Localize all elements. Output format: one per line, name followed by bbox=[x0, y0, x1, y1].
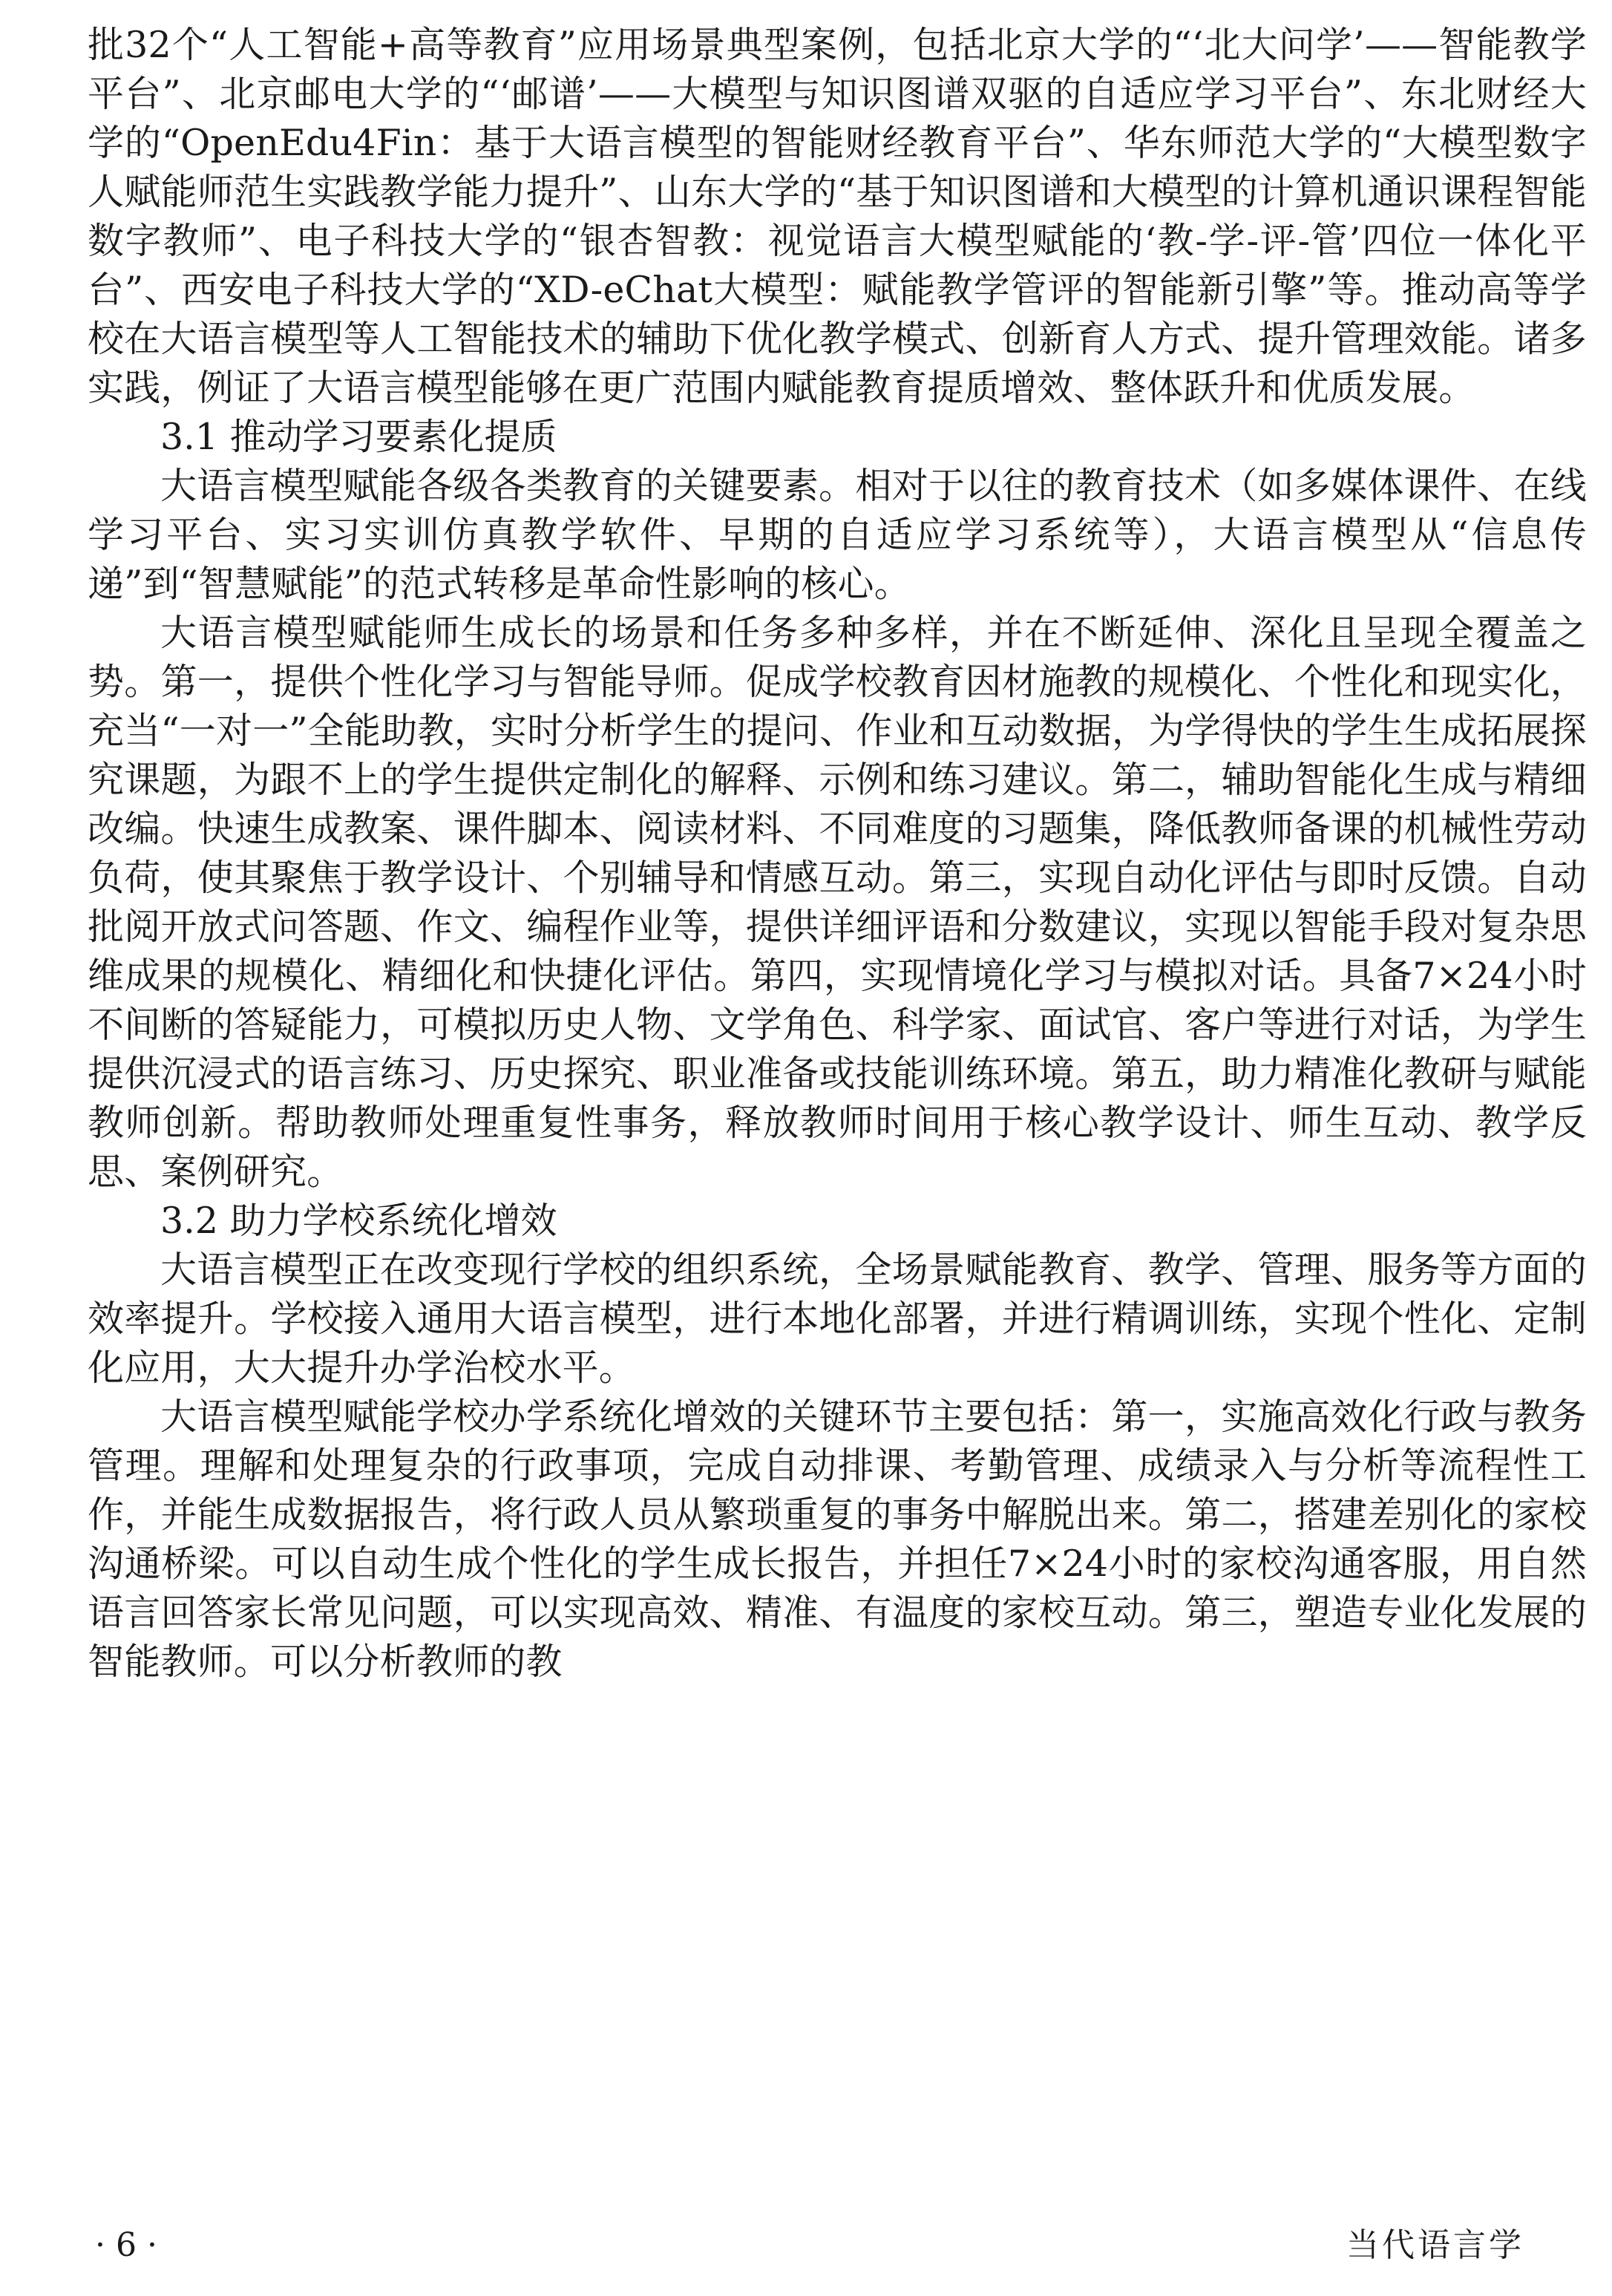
page-number: · 6 · bbox=[95, 2226, 157, 2264]
paragraph-key-elements: 大语言模型赋能各级各类教育的关键要素。相对于以往的教育技术（如多媒体课件、在线学习平台、实习实训仿真教学软件、早期的自适应学习系统等），大语言模型从“信息传递”到“智慧赋能”的范式转移是革命性影响的核心。 bbox=[88, 465, 1587, 605]
paragraph-teacher-student-growth: 大语言模型赋能师生成长的场景和任务多种多样，并在不断延伸、深化且呈现全覆盖之势。第一，提供个性化学习与智能导师。促成学校教育因材施教的规模化、个性化和现实化，充当“一对一”全能助教，实时分析学生的提问、作业和互动数据，为学得快的学生生成拓展探究课题，为跟不上的学生提供定制化的解释、示例和练习建议。第二，辅助智能化生成与精细改编。快速生成教案、课件脚本、阅读材料、不同难度的习题集，降低教师备课的机械性劳动负荷，使其聚焦于教学设计、个别辅导和情感互动。第三，实现自动化评估与即时反馈。自动批阅开放式问答题、作文、编程作业等，提供详细评语和分数建议，实现以智能手段对复杂思维成果的规模化、精细化和快捷化评估。第四，实现情境化学习与模拟对话。具备7×24小时不间断的答疑能力，可模拟历史人物、文学角色、科学家、面试官、客户等进行对话，为学生提供沉浸式的语言练习、历史探究、职业准备或技能训练环境。第五，助力精准化教研与赋能教师创新。帮助教师处理重复性事务，释放教师时间用于核心教学设计、师生互动、教学反思、案例研究。 bbox=[88, 612, 1587, 1193]
body-text bbox=[88, 21, 1587, 1687]
paragraph-school-efficiency: 大语言模型赋能学校办学系统化增效的关键环节主要包括：第一，实施高效化行政与教务管理。理解和处理复杂的行政事项，完成自动排课、考勤管理、成绩录入与分析等流程性工作，并能生成数据报告，将行政人员从繁琐重复的事务中解脱出来。第二，搭建差别化的家校沟通桥梁。可以自动生成个性化的学生成长报告，并担任7×24小时的家校沟通客服，用自然语言回答家长常见问题，可以实现高效、精准、有温度的家校互动。第三，塑造专业化发展的智能教师。可以分析教师的教 bbox=[88, 1396, 1587, 1683]
journal-name: 当代语言学 bbox=[1346, 2226, 1524, 2264]
section-heading-3-2: 3.2 助力学校系统化增效 bbox=[160, 1200, 557, 1242]
paragraph-school-system: 大语言模型正在改变现行学校的组织系统，全场景赋能教育、教学、管理、服务等方面的效率提升。学校接入通用大语言模型，进行本地化部署，并进行精调训练，实现个性化、定制化应用，大大提升办学治校水平。 bbox=[88, 1249, 1587, 1389]
section-heading-3-1: 3.1 推动学习要素化提质 bbox=[160, 416, 557, 458]
paragraph-case-list: 批32个“人工智能+高等教育”应用场景典型案例，包括北京大学的“‘北大问学’——智能教学平台”、北京邮电大学的“‘邮谱’——大模型与知识图谱双驱的自适应学习平台”、东北财经大学的“OpenEdu4Fin：基于大语言模型的智能财经教育平台”、华东师范大学的“大模型数字人赋能师范生实践教学能力提升”、山东大学的“基于知识图谱和大模型的计算机通识课程智能数字教师”、电子科技大学的“银杏智教：视觉语言大模型赋能的‘教-学-评-管’四位一体化平台”、西安电子科技大学的“XD-eChat大模型：赋能教学管评的智能新引擎”等。推动高等学校在大语言模型等人工智能技术的辅助下优化教学模式、创新育人方式、提升管理效能。诸多实践，例证了大语言模型能够在更广范围内赋能教育提质增效、整体跃升和优质发展。 bbox=[88, 24, 1587, 409]
